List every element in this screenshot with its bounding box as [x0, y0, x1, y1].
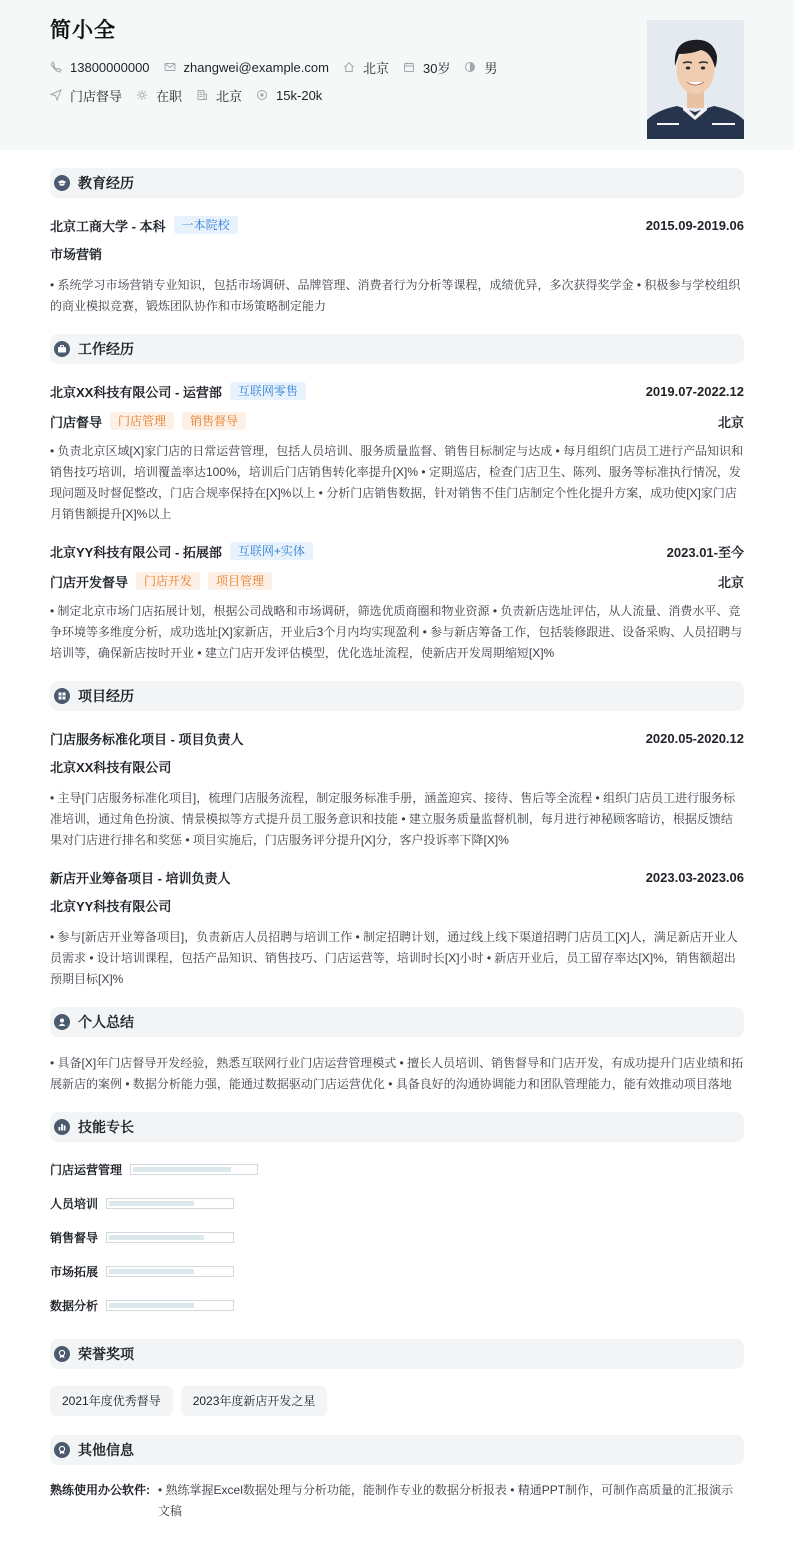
work-item-1-header — [50, 382, 744, 400]
education-desc: • 系统学习市场营销专业知识，包括市场调研、品牌管理、消费者行为分析等课程，成绩优异，多次获得奖学金 • 积极参与学校组织的商业模拟竞赛，锻炼团队协作和市场策略制定能力 — [50, 278, 741, 313]
skill-level-fill — [133, 1167, 231, 1172]
work-desc: • 制定北京市场门店拓展计划，根据公司战略和市场调研，筛选优质商圈和物业资源 • 负责新店选址评估，从人流量、消费水平、竞争环境等多维度分析，成功选址[X]家新店，开业后3个月内均实现盈利 • 参与新店筹备工作，包括装修跟进、设备采购、人员招聘与培训等，确保新店按时开业 • 建立门店开发评估模型，优化选址流程，使新店开发周期缩短[X]% — [50, 604, 743, 660]
skill-item — [50, 1230, 744, 1244]
work-role: 门店开发督导 — [50, 574, 129, 590]
home-icon — [343, 61, 355, 73]
gear-icon — [136, 89, 148, 101]
skill-level-bar — [130, 1164, 258, 1175]
work-city: 北京 — [717, 414, 744, 430]
work-title: 工作经历 — [78, 341, 134, 357]
work-section-header — [50, 334, 744, 364]
major-name: 市场营销 — [50, 247, 103, 262]
award-icon — [54, 1346, 70, 1362]
phone-icon — [50, 61, 62, 73]
summary-title: 个人总结 — [78, 1014, 134, 1030]
education-title: 教育经历 — [78, 175, 134, 191]
phone-item — [50, 60, 150, 75]
calendar-icon — [403, 61, 415, 73]
gender-icon — [464, 61, 476, 73]
skill-level-bar — [106, 1198, 234, 1209]
skill-name: 市场拓展 — [50, 1264, 99, 1279]
summary-section-header — [50, 1007, 744, 1037]
project-desc: • 主导[门店服务标准化项目]，梳理门店服务流程，制定服务标准手册，涵盖迎宾、接待、售后等全流程 • 组织门店员工进行服务标准培训，通过角色扮演、情景模拟等方式提升员工服务意识和技能 • 建立服务质量监督机制，每月进行神秘顾客暗访，根据反馈结果对门店进行排名和奖惩 • 项目实施后，门店服务评分提升[X]分，客户投诉率下降[X]% — [50, 791, 736, 847]
education-period: 2015.09-2019.06 — [645, 217, 744, 233]
work-city: 北京 — [717, 574, 744, 590]
skill-name: 销售督导 — [50, 1230, 99, 1245]
skill-item — [50, 1162, 744, 1176]
school-tag: 一本院校 — [174, 216, 238, 234]
other-text: • 熟练掌握Excel数据处理与分析功能，能制作专业的数据分析报表 • 精通PPT制作，可制作高质量的汇报演示文稿 — [158, 1483, 734, 1518]
profile-photo — [647, 20, 744, 139]
work-role: 门店督导 — [50, 414, 103, 430]
work-company: 北京YY科技有限公司 - 拓展部 — [50, 544, 222, 560]
skill-tag: 门店管理 — [110, 412, 174, 430]
contact-row — [50, 60, 744, 74]
salary-text: 15k-20k — [276, 87, 323, 103]
age-text: 30岁 — [422, 60, 451, 76]
skill-item — [50, 1196, 744, 1210]
other-title: 其他信息 — [78, 1442, 134, 1458]
skill-tag: 门店开发 — [136, 572, 200, 590]
project-name: 新店开业筹备项目 - 培训负责人 — [50, 870, 231, 886]
grid-icon — [54, 688, 70, 704]
coin-icon — [256, 89, 268, 101]
resume-header — [0, 0, 794, 150]
skill-tag: 销售督导 — [182, 412, 246, 430]
summary-desc: • 具备[X]年门店督导开发经验，熟悉互联网行业门店运营管理模式 • 擅长人员培训、销售督导和门店开发，有成功提升门店业绩和拓展新店的案例 • 数据分析能力强，能通过数据驱动门店运营优化 • 具备良好的沟通协调能力和团队管理能力，能有效推动项目落地 — [50, 1056, 744, 1091]
resume-body — [0, 168, 794, 1522]
status-item — [136, 86, 182, 105]
industry-tag: 互联网零售 — [230, 382, 306, 400]
skill-item — [50, 1264, 744, 1278]
graduation-cap-icon — [54, 175, 70, 191]
status-text: 在职 — [156, 88, 183, 104]
industry-tag: 互联网+实体 — [230, 542, 313, 560]
phone-text: 13800000000 — [70, 59, 150, 75]
other-label: 熟练使用办公软件: — [50, 1483, 150, 1497]
job-row — [50, 88, 744, 102]
project-desc: • 参与[新店开业筹备项目]，负责新店人员招聘与培训工作 • 制定招聘计划，通过线上线下渠道招聘门店员工[X]人，满足新店开业人员需求 • 设计培训课程，包括产品知识、销售技巧、门店运营等，培训时长[X]小时 • 新店开业后，员工留存率达[X]%，销售额超出预期目标[X]% — [50, 930, 738, 986]
location-item — [343, 58, 389, 77]
salary-item — [256, 88, 322, 103]
user-icon — [54, 1014, 70, 1030]
awards-title: 荣誉奖项 — [78, 1346, 134, 1362]
mail-icon — [164, 61, 176, 73]
skill-level-fill — [109, 1269, 194, 1274]
building-icon — [196, 89, 208, 101]
work-period: 2023.01-至今 — [666, 544, 744, 560]
projects-section-header — [50, 681, 744, 711]
skill-level-bar — [106, 1300, 234, 1311]
skill-level-fill — [109, 1235, 204, 1240]
education-row — [50, 216, 744, 234]
school-name: 北京工商大学 - 本科 — [50, 218, 166, 234]
work-period: 2019.07-2022.12 — [645, 383, 744, 399]
projects-title: 项目经历 — [78, 688, 134, 704]
position-item — [50, 86, 122, 105]
project-company: 北京XX科技有限公司 — [50, 760, 172, 775]
skill-name: 门店运营管理 — [50, 1162, 123, 1177]
project-item-2-header — [50, 868, 744, 886]
email-item — [164, 60, 329, 75]
skill-item — [50, 1298, 744, 1312]
project-item-1-header — [50, 729, 744, 747]
awards-section-header — [50, 1339, 744, 1369]
send-icon — [50, 89, 62, 101]
work-item-2-header — [50, 542, 744, 560]
candidate-name: 简小全 — [50, 19, 116, 42]
gender-item — [464, 58, 497, 77]
skill-tag: 项目管理 — [208, 572, 272, 590]
award-badge: 2021年度优秀督导 — [50, 1386, 173, 1416]
work-company: 北京XX科技有限公司 - 运营部 — [50, 384, 222, 400]
skill-level-fill — [109, 1201, 194, 1206]
other-section-header — [50, 1435, 744, 1465]
briefcase-icon — [54, 341, 70, 357]
city-text: 北京 — [216, 88, 243, 104]
skills-list — [50, 1162, 744, 1312]
project-period: 2020.05-2020.12 — [645, 730, 744, 746]
location-text: 北京 — [362, 60, 389, 76]
work-desc: • 负责北京区域[X]家门店的日常运营管理，包括人员培训、服务质量监督、销售目标制定与达成 • 每月组织门店员工进行产品知识和销售技巧培训，培训覆盖率达100%，培训后门店销售转化率提升[X]% • 定期巡店，检查门店卫生、陈列、服务等标准执行情况，发现问题及时督促整改，门店合规率保持在[X]%以上 • 分析门店销售数据，针对销售不佳门店制定个性化提升方案，成功使[X]家门店月销售额提升[X]%以上 — [50, 444, 744, 521]
skill-level-bar — [106, 1266, 234, 1277]
position-text: 门店督导 — [70, 88, 123, 104]
skills-section-header — [50, 1112, 744, 1142]
project-name: 门店服务标准化项目 - 项目负责人 — [50, 731, 244, 747]
project-company: 北京YY科技有限公司 — [50, 899, 172, 914]
work-item-1-role-row — [50, 412, 744, 430]
info-icon — [54, 1442, 70, 1458]
education-section-header — [50, 168, 744, 198]
work-item-2-role-row — [50, 572, 744, 590]
project-period: 2023.03-2023.06 — [645, 869, 744, 885]
skill-level-fill — [109, 1303, 194, 1308]
skills-title: 技能专长 — [78, 1119, 134, 1135]
email-text: zhangwei@example.com — [183, 59, 329, 75]
skill-level-bar — [106, 1232, 234, 1243]
bar-chart-icon — [54, 1119, 70, 1135]
other-info-row — [50, 1480, 744, 1522]
skill-name: 人员培训 — [50, 1196, 99, 1211]
skill-name: 数据分析 — [50, 1298, 99, 1313]
gender-text: 男 — [484, 60, 498, 76]
city-item — [196, 86, 242, 105]
award-badge: 2023年度新店开发之星 — [181, 1386, 328, 1416]
awards-list — [50, 1386, 744, 1416]
age-item — [403, 58, 450, 77]
